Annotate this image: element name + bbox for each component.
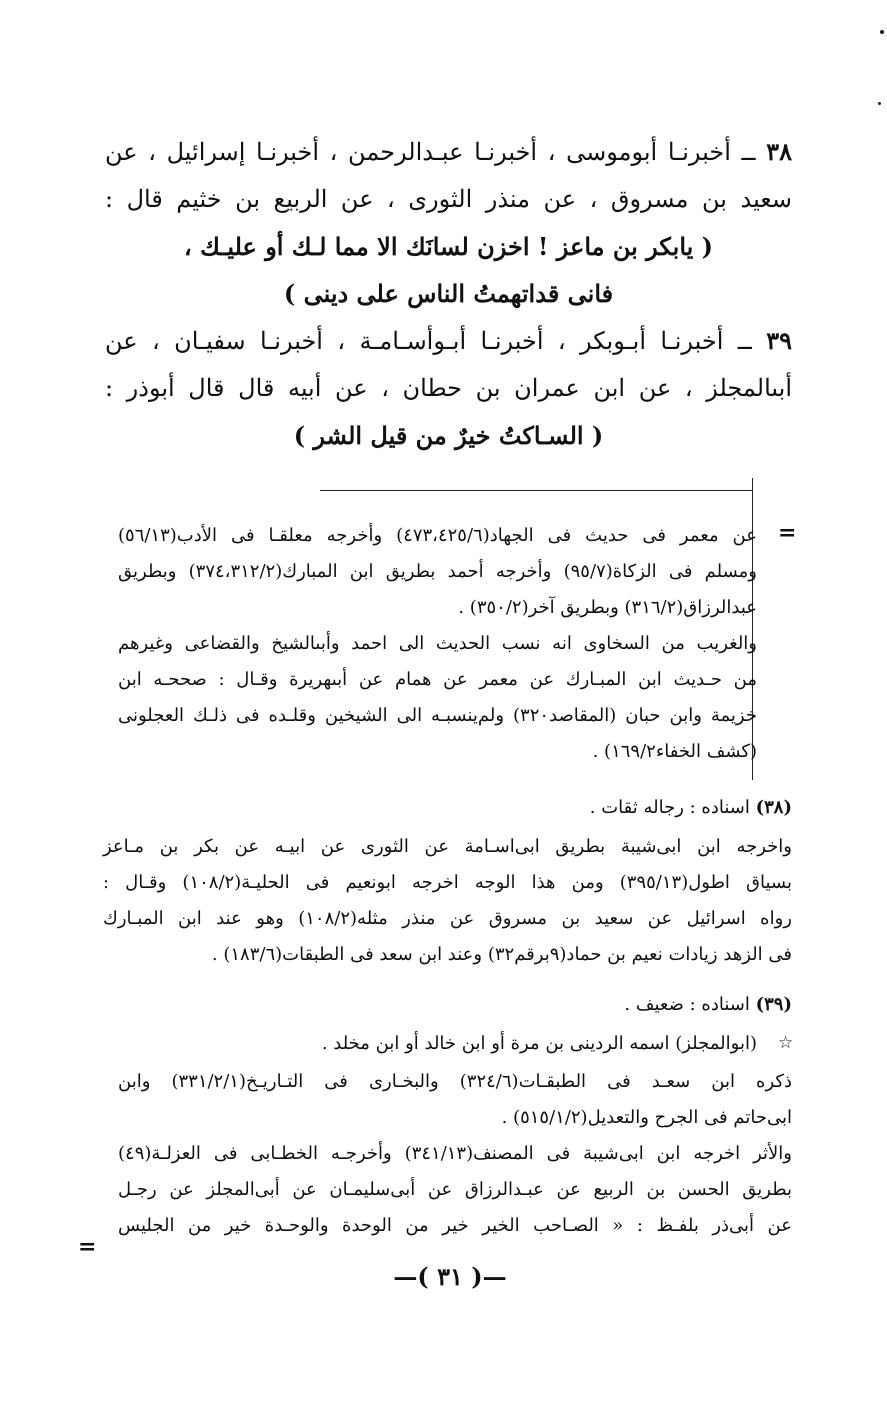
entry-38-quote-1: ( يابكر بن ماعز ! اخزن لسانَك الا مما لـك أو عليـك ، (183, 232, 714, 261)
footnote-line: من حـديث ابن المبـارك عن معمر عن همام عن أبىهريرة وقـال : صححـه ابن (118, 669, 757, 690)
entry-38-quote-2: فانى قداتهمتُ الناس على دينى ) (283, 279, 614, 308)
footnote-38-body (103, 829, 792, 973)
footnote-line: ومسلم فى الزكاة(٩٥/٧) وأخرجه أحمد بطريق ابن المبارك(٣٧٤،٣١٢/٢) وبطريق (118, 561, 757, 582)
scan-speck (878, 102, 881, 105)
footnote-line: عن أبى‌ذر بلفـظ : « الصـاحب الخير خير من الوحدة والوحـدة خير من الجليس (118, 1215, 792, 1236)
footnote-line: رواه اسرائيل عن سعيد بن مسروق عن منذر مثله(١٠٨/٢) وهو عند ابن المبـارك (103, 908, 792, 929)
footnote-line: فى الزهد زيادات نعيم بن حماد(٩برقم٣٢) وعند ابن سعد فى الطبقات(١٨٣/٦) . (211, 944, 792, 965)
footnote-line: بطريق الحسن بن الربيع عن عبـدالرزاق عن أبى‌سليمـان عن أبى‌المجلز عن رجـل (118, 1179, 792, 1200)
footnote-line: والغريب من السخاوى انه نسب الحديث الى احمد وأبىالشيخ والقضاعى وغيرهم (118, 633, 757, 654)
footnote-38-label: (٣٨) (755, 797, 792, 818)
entry-39-quote-1: ( السـاكتُ خيرٌ من قيل الشر ) (293, 421, 604, 450)
footnote-38-head: (٣٨) اسناده : رجاله ثقات . (589, 797, 792, 818)
footnote-line: والأثر اخرجه ابن ابى‌شيبة فى المصنف(٣٤١/١٣) وأخرجـه الخطـابى فى العزلـة(٤٩) (118, 1143, 792, 1164)
continuation-mark-top: = (778, 520, 797, 546)
star-icon: ☆ (778, 1033, 794, 1053)
footnote-previous (118, 518, 757, 770)
footnote-39-body (118, 1064, 792, 1244)
entry-38-line-1: ٣٨ ــ أخبرنـا أبوموسى ، أخبرنـا عبـدالرحمن ، أخبرنـا إسرائيل ، عن (105, 137, 792, 166)
footnote-line: بسياق اطول(٣٩٥/١٣) ومن هذا الوجه اخرجه ابونعيم فى الحليـة(١٠٨/٢) وقـال : (103, 872, 792, 893)
entry-38-number: ٣٨ (766, 137, 792, 166)
footnote-line: عبدالرزاق(٣١٦/٢) وبطريق آخر(٣٥٠/٢) . (458, 597, 757, 618)
entry-39-line-2: أبىالمجلز ، عن ابن عمران بن حطان ، عن أبيه قال قال أبوذر : (105, 374, 792, 402)
footnote-separator (320, 490, 752, 491)
page-number: —( ٣١ )— (393, 1262, 507, 1291)
main-text (105, 128, 792, 459)
scan-speck (880, 30, 884, 34)
footnote-line: ابى‌حاتم فى الجرح والتعديل(٥١٥/١/٢) . (501, 1107, 792, 1128)
continuation-mark-bottom: = (78, 1234, 97, 1260)
footnote-line: واخرجه ابن ابى‌شيبة بطريق ابى‌اسـامة عن الثورى عن ابيـه عن بكر بن مـاعز (103, 836, 792, 857)
entry-39-line-1: ٣٩ ــ أخبرنـا أبـوبكر ، أخبرنـا أبـوأسـامـة ، أخبرنـا سفيـان ، عن (105, 326, 792, 355)
entry-39-number: ٣٩ (766, 326, 792, 355)
footnote-line: ذكره ابن سعـد فى الطبقـات(٣٢٤/٦) والبخـارى فى التـاريـخ(٣٣١/٢/١) وابن (118, 1071, 793, 1092)
footnote-line: (كشف الخفاء١٦٩/٢) . (592, 741, 757, 762)
entry-38-line-2: سعيد بن مسروق ، عن منذر الثورى ، عن الربيع بن خثيم قال : (105, 185, 792, 213)
footnote-39-star-line: (ابوالمجلز) اسمه الردينى بن مرة أو ابن خالد أو ابن مخلد . (321, 1033, 757, 1054)
footnote-39-label: (٣٩) (755, 994, 792, 1015)
footnote-line: خزيمة وابن حبان (المقاصد٣٢٠) ولم‌ينسبـه الى الشيخين وقلـده فى ذلـك العجلونى (118, 705, 757, 726)
footnote-39-head: (٣٩) اسناده : ضعيف . (624, 994, 792, 1015)
footnote-line: عن معمر فى حديث فى الجهاد(٤٧٣،٤٢٥/٦) وأخرجه معلقـا فى الأدب(٥٦/١٣) (118, 525, 757, 546)
